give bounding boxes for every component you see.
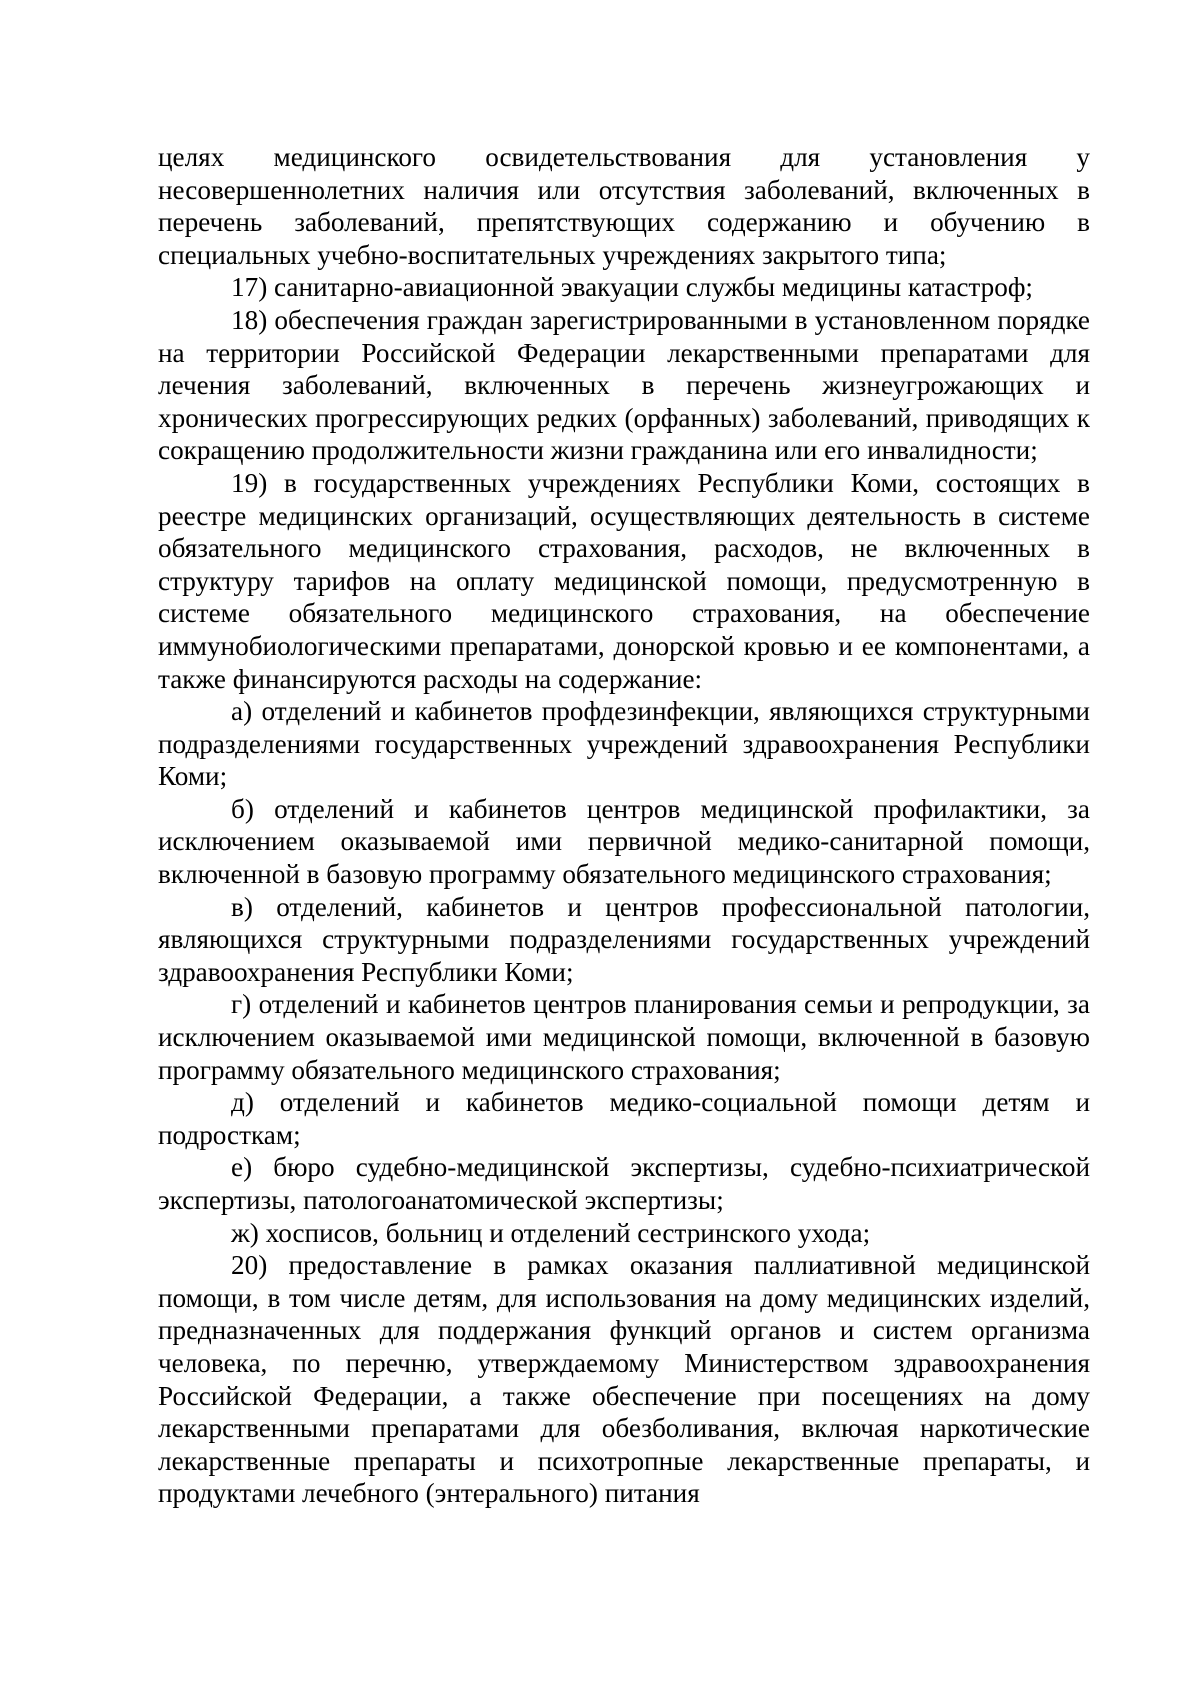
paragraph-item-20: 20) предоставление в рамках оказания паллиативной медицинской помощи, в том числе детям, для использования на дому медицинских изделий, предназначенных для поддержания функций органов и систем организма человека, по перечню, утверждаемому Министерством здравоохранения Российской Федерации, а также обеспечение при посещениях на дому лекарственными препаратами для обезболивания, включая наркотические лекарственные препараты и психотропные лекарственные препараты, и продуктами лечебного (энтерального) питания [158,1250,1090,1509]
paragraph-subitem-b: б) отделений и кабинетов центров медицинской профилактики, за исключением оказываемой ими первичной медико-санитарной помощи, включенной в базовую программу обязательного медицинского страхования; [158,793,1090,890]
paragraph-subitem-zh: ж) хосписов, больниц и отделений сестринского ухода; [231,1217,871,1248]
paragraph-subitem-d: д) отделений и кабинетов медико-социальной помощи детям и подросткам; [158,1087,1090,1150]
paragraph-item-17: 17) санитарно-авиационной эвакуации службы медицины катастроф; [231,272,1033,303]
paragraph-subitem-e: е) бюро судебно-медицинской экспертизы, судебно-психиатрической экспертизы, патологоанатомической экспертизы; [158,1152,1090,1215]
document-page [158,141,1090,1510]
paragraph-subitem-g: г) отделений и кабинетов центров планирования семьи и репродукции, за исключением оказываемой ими медицинской помощи, включенной в базовую программу обязательного медицинского страхования; [158,989,1090,1085]
paragraph-subitem-v: в) отделений, кабинетов и центров профессиональной патологии, являющихся структурными подразделениями государственных учреждений здравоохранения Республики Коми; [158,891,1090,987]
paragraph-subitem-a: а) отделений и кабинетов профдезинфекции, являющихся структурными подразделениями государственных учреждений здравоохранения Республики Коми; [158,696,1090,792]
paragraph-item-18: 18) обеспечения граждан зарегистрированными в установленном порядке на территории Российской Федерации лекарственными препаратами для лечения заболеваний, включенных в перечень жизнеугрожающих и хронических прогрессирующих редких (орфанных) заболеваний, приводящих к сокращению продолжительности жизни гражданина или его инвалидности; [158,304,1090,466]
paragraph-continuation: целях медицинского освидетельствования для установления у несовершеннолетних наличия или отсутствия заболеваний, включенных в перечень заболеваний, препятствующих содержанию и обучению в специальных учебно-воспитательных учреждениях закрытого типа; [158,142,1090,270]
paragraph-item-19: 19) в государственных учреждениях Республики Коми, состоящих в реестре медицинских организаций, осуществляющих деятельность в системе обязательного медицинского страхования, расходов, не включенных в структуру тарифов на оплату медицинской помощи, предусмотренную в системе обязательного медицинского страхования, на обеспечение иммунобиологическими препаратами, донорской кровью и ее компонентами, а также финансируются расходы на содержание: [158,467,1090,694]
